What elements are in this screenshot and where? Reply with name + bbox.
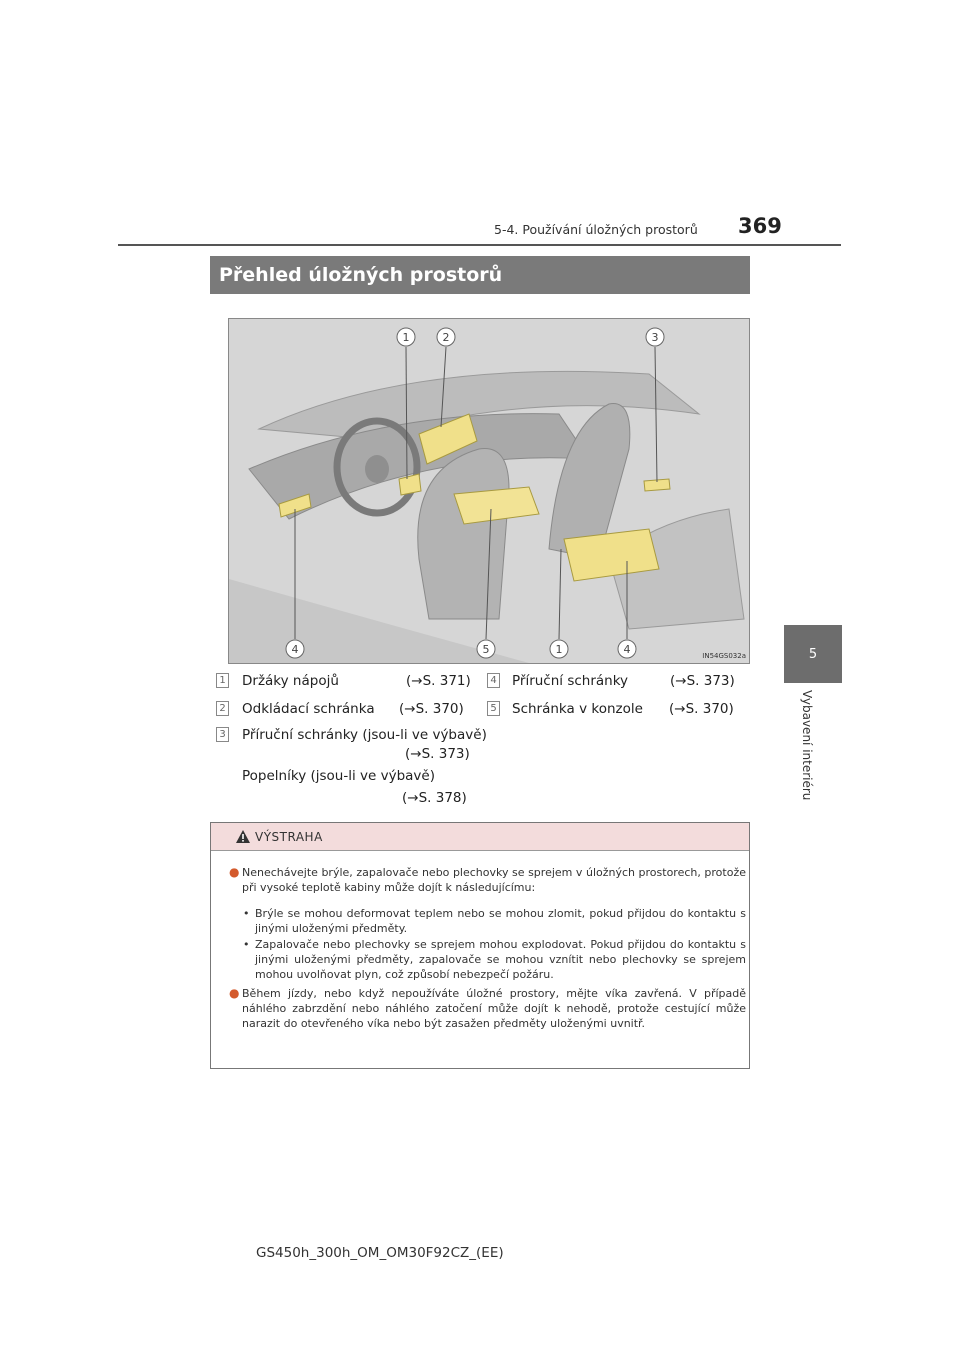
interior-illustration [228,318,750,664]
callout-bottom-2: 5 [482,643,490,656]
callout-bottom-4: 4 [623,643,631,656]
legend-ref-5: (→S. 370) [669,701,734,717]
car-interior-drawing [229,319,749,663]
legend-ref-1: (→S. 371) [406,673,471,689]
chapter-title-vertical [798,690,818,810]
legend-badge-1: 1 [216,673,229,688]
legend-label-3b: Popelníky (jsou-li ve výbavě) [242,768,435,784]
chapter-tab: 5 [784,625,842,683]
callout-bottom-3: 1 [555,643,563,656]
warning-triangle-icon [235,829,251,844]
warning-bullet-icon: ● [229,865,240,879]
legend-label-4: Příruční schránky [512,673,629,689]
callout-bottom-1: 4 [291,643,299,656]
legend-badge-2: 2 [216,701,229,716]
page-heading: Přehled úložných prostorů [210,256,750,294]
legend-ref-4: (→S. 373) [670,673,735,689]
warning-sub-item-2: Zapalovače nebo plechovky se sprejem mohou explodovat. Pokud přijdou do kontaktu s jinými uloženými předměty, zapalovače se mohou vznítit nebo plechovky se sprejem mohou uvolňovat plyn, což způsobí nebezpečí požáru. [255,938,746,981]
legend-ref-3b: (→S. 378) [402,790,467,806]
legend-label-2: Odkládací schránka [242,701,375,717]
callout-top-2: 2 [442,331,450,344]
section-title: 5-4. Používání úložných prostorů [494,222,698,237]
warning-sub-item-1: Brýle se mohou deformovat teplem nebo se mohou zlomit, pokud přijdou do kontaktu s jinými uloženými předměty. [255,907,746,935]
callout-top-3: 3 [651,331,659,344]
legend-badge-3: 3 [216,727,229,742]
legend-badge-5: 5 [487,701,500,716]
warning-box [210,822,750,1069]
warning-paragraph-1: Nenechávejte brýle, zapalovače nebo plechovky se sprejem v úložných prostorech, protože při vysoké teplotě kabiny může dojít k následujícímu: [242,866,746,894]
legend-label-1: Držáky nápojů [242,673,339,689]
legend-badge-4: 4 [487,673,500,688]
warning-paragraph-2: Během jízdy, nebo když nepoužíváte úložné prostory, mějte víka zavřená. V případě náhlého zabrzdění nebo náhlého zatočení může dojít k nehodě, protože cestující může narazit do otevřeného víka nebo být zasažen předměty uloženými uvnitř. [242,987,746,1030]
legend-label-5: Schránka v konzole [512,701,643,717]
sub-bullet-icon: • [243,938,250,951]
page-number: 369 [738,214,782,238]
callout-top-1: 1 [402,331,410,344]
figure-code: IN54GS032a [702,652,746,660]
header-divider [118,244,841,246]
sub-bullet-icon: • [243,907,250,920]
chapter-title-text: Vybavení interiéru [800,690,814,801]
legend-ref-3: (→S. 373) [405,746,470,762]
warning-bullet-icon: ● [229,986,240,1000]
legend-label-3: Příruční schránky (jsou-li ve výbavě) [242,727,487,743]
warning-header [211,823,749,851]
warning-title: VÝSTRAHA [255,830,323,844]
footer-doc-code: GS450h_300h_OM_OM30F92CZ_(EE) [256,1245,504,1261]
legend-ref-2: (→S. 370) [399,701,464,717]
